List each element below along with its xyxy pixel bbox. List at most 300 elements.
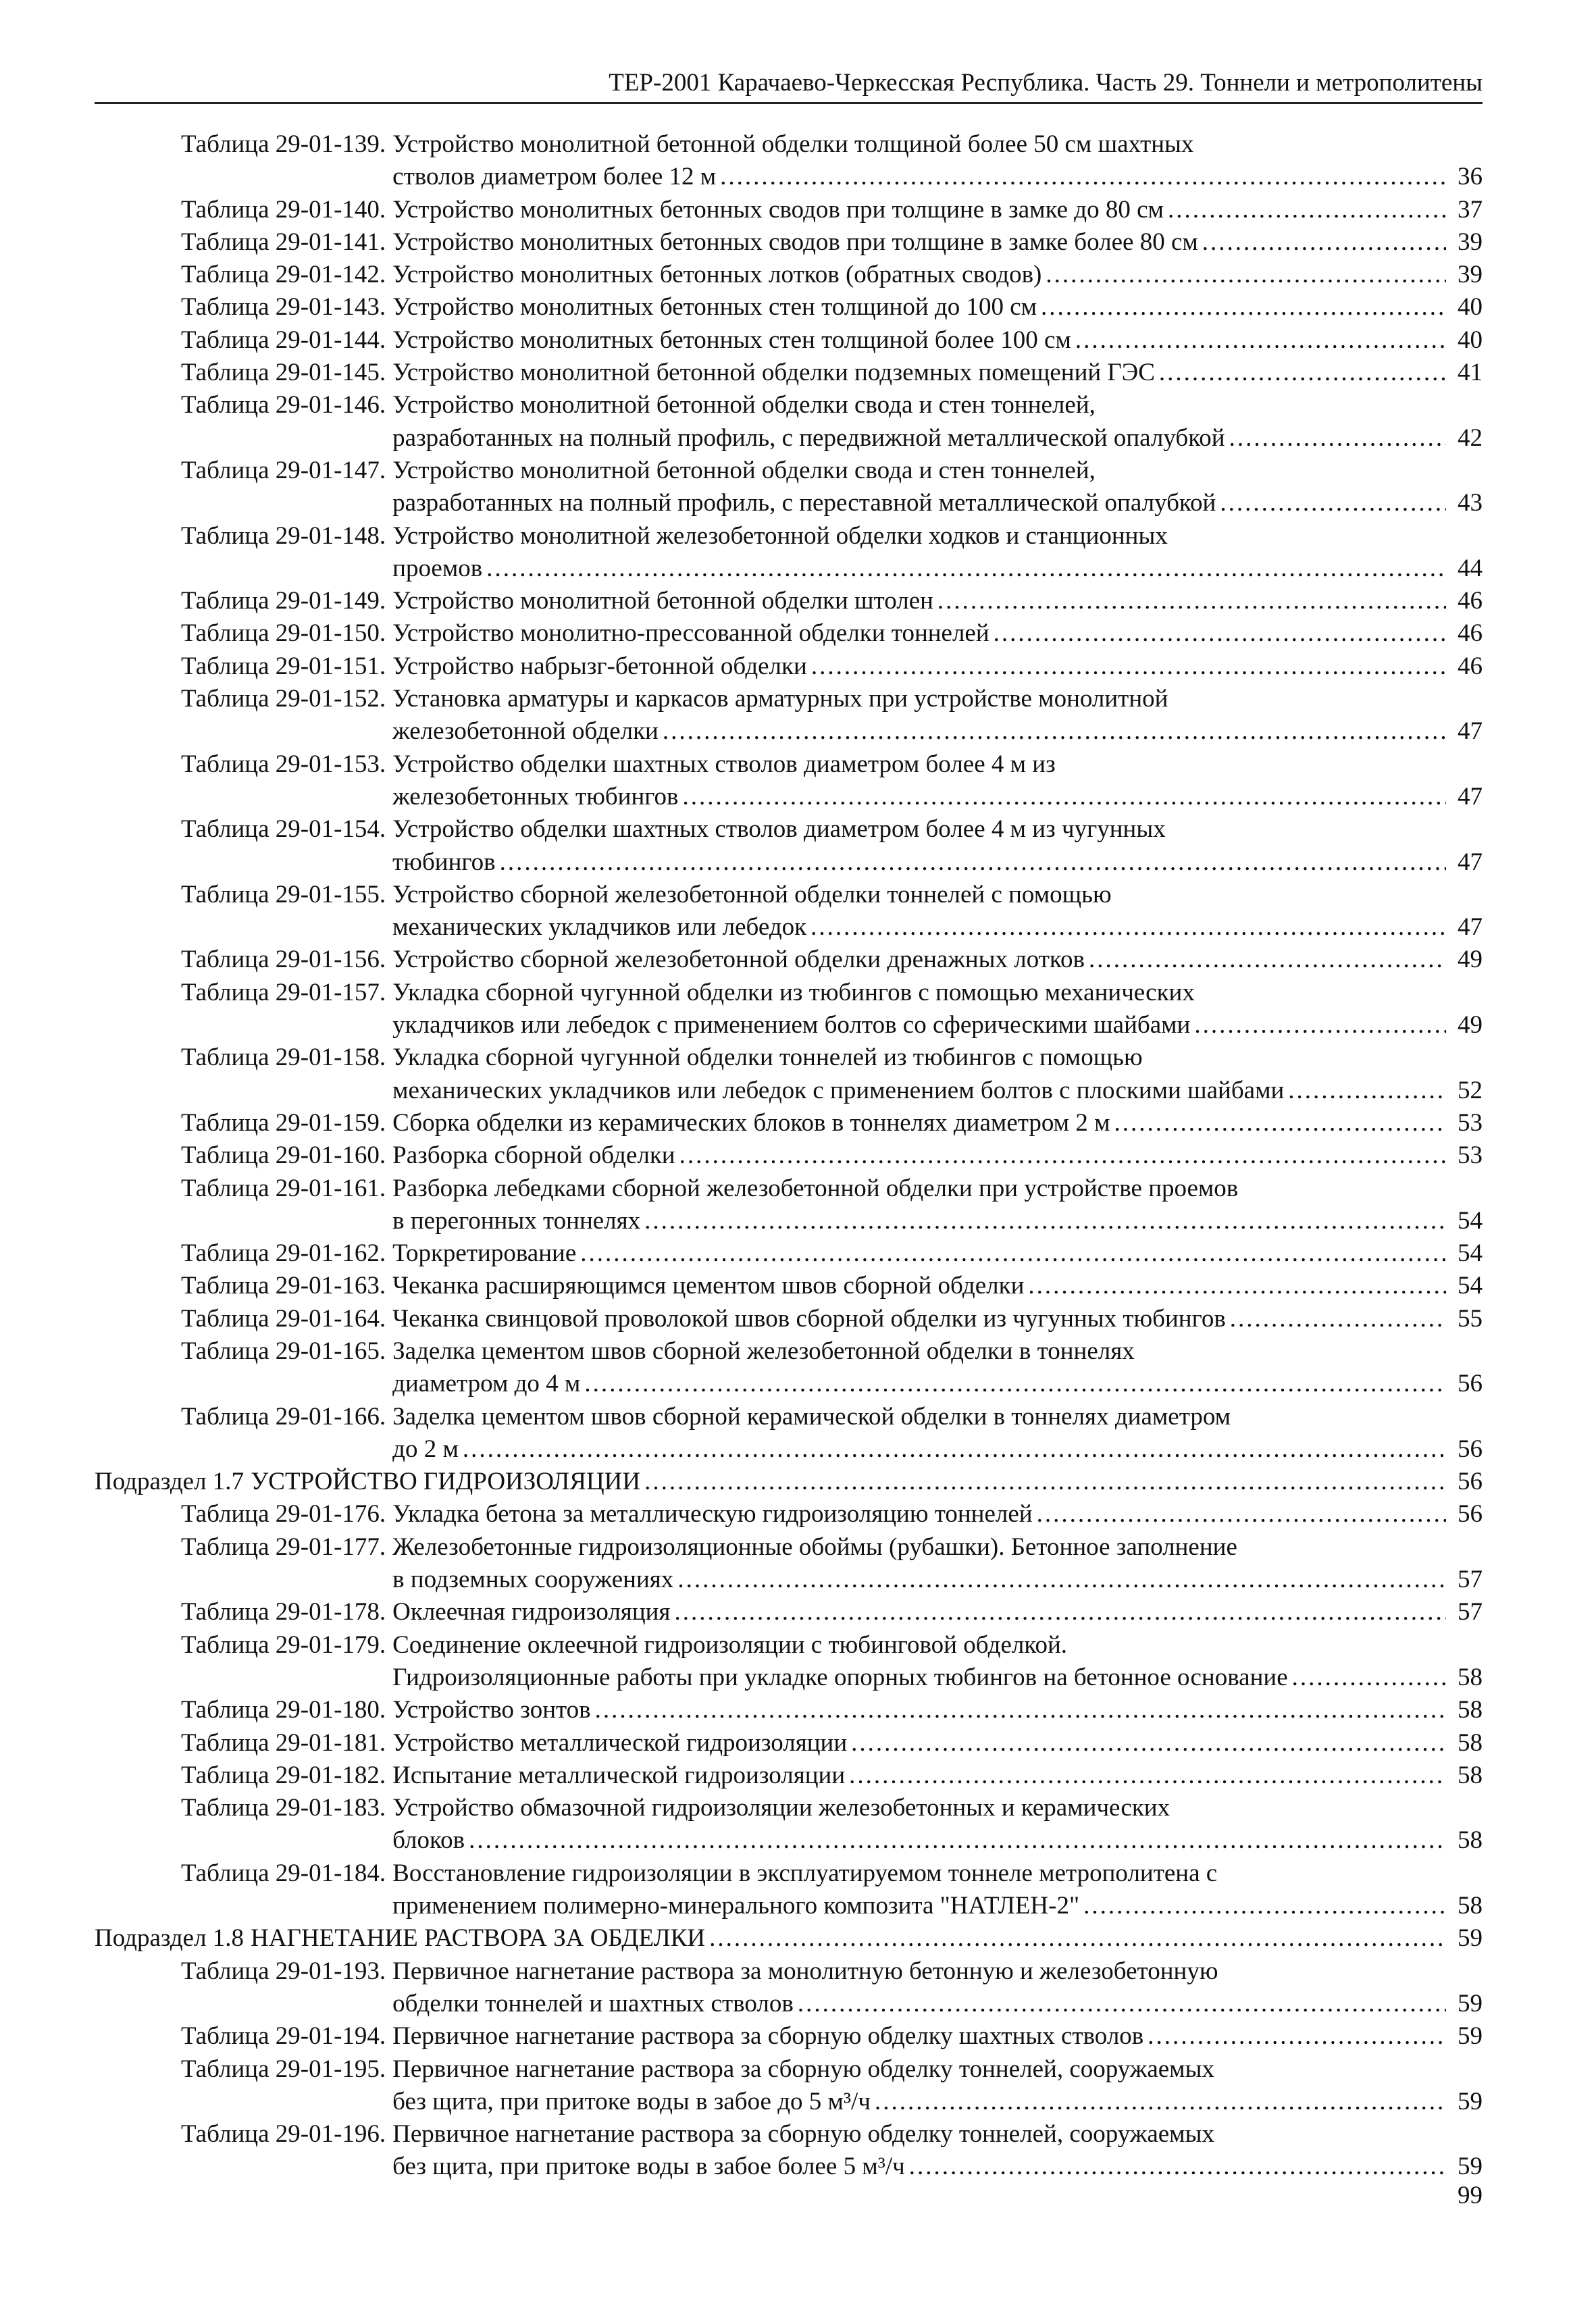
entry-number: Таблица 29-01-145. [181,359,386,387]
entry-title-line: проемов [392,554,483,582]
entry-title-line: механических укладчиков или лебедок с применением болтов с плоскими шайбами [392,1076,1285,1104]
entry-page-number: 44 [1458,554,1483,582]
entry-title-line: Чеканка свинцовой проволокой швов сборной обделки из чугунных тюбингов [392,1304,1226,1333]
dot-leader [595,1694,1446,1726]
dot-leader [580,1237,1446,1270]
entry-number: Таблица 29-01-151. [181,652,386,680]
entry-number: Таблица 29-01-141. [181,228,386,256]
entry-page-number: 47 [1458,782,1483,811]
entry-title [392,977,1483,1042]
entry-page-number: 57 [1458,1566,1483,1594]
dot-leader [1083,1890,1446,1922]
entry-number: Таблица 29-01-154. [181,815,386,844]
entry-title [392,813,1483,879]
entry-title-last-line [392,194,1483,226]
entry-number: Таблица 29-01-152. [181,685,386,713]
entry-title-last-line [392,357,1483,389]
entry-title-last-line [392,291,1483,324]
toc-table-entry [95,1792,1483,1857]
entry-title [392,455,1483,520]
entry-title-line: Устройство монолитной бетонной обделки штолен [392,587,933,615]
entry-number: Таблица 29-01-139. [181,130,386,158]
entry-title [392,1727,1483,1759]
entry-title-last-line [392,650,1483,683]
entry-title [251,1466,1483,1498]
entry-title-line: Укладка сборной чугунной обделки тоннелей из тюбингов с помощью [392,1044,1143,1072]
toc-table-entry [95,455,1483,520]
entry-title-last-line [392,911,1483,944]
entry-title-line: Разборка лебедками сборной железобетонной обделки при устройстве проемов [392,1174,1239,1202]
entry-number: Таблица 29-01-161. [181,1174,386,1202]
dot-leader [810,911,1446,944]
toc-table-entry [95,944,1483,976]
entry-page-number: 57 [1458,1598,1483,1626]
entry-page-number: 58 [1458,1663,1483,1691]
entry-title-line: Испытание металлической гидроизоляции [392,1761,846,1789]
entry-number: Таблица 29-01-160. [181,1141,386,1170]
toc-table-entry [95,977,1483,1042]
entry-title-last-line [392,1433,1483,1466]
entry-title-line: Устройство металлической гидроизоляции [392,1728,848,1757]
entry-title [392,1596,1483,1628]
dot-leader [679,1139,1446,1172]
entry-title-last-line [392,1662,1483,1694]
toc-table-entry [95,1857,1483,1923]
entry-page-number: 59 [1458,1924,1483,1953]
entry-title-line: Разборка сборной обделки [392,1141,675,1170]
dot-leader [1041,291,1446,324]
toc-table-entry [95,520,1483,586]
entry-title [392,1401,1483,1466]
toc-table-entry [95,1303,1483,1335]
entry-title-line: НАГНЕТАНИЕ РАСТВОРА ЗА ОБДЕЛКИ [251,1924,706,1953]
table-of-contents [95,128,1483,2184]
entry-number: Таблица 29-01-143. [181,293,386,322]
dot-leader [1037,1498,1446,1531]
entry-title [392,1857,1483,1923]
entry-title-last-line [392,226,1483,259]
entry-title [392,1629,1483,1695]
entry-title-line: Устройство набрызг-бетонной обделки [392,652,807,680]
entry-title-last-line [392,846,1483,879]
toc-table-entry [95,1596,1483,1628]
entry-title-line: Устройство монолитных бетонных стен толщиной более 100 см [392,326,1071,354]
dot-leader [851,1727,1446,1759]
entry-page-number: 41 [1458,359,1483,387]
entry-title [392,2053,1483,2119]
dot-leader [1288,1075,1446,1107]
entry-title-line: Торкретирование [392,1239,577,1268]
dot-leader [1114,1107,1446,1139]
entry-number: Таблица 29-01-165. [181,1337,386,1365]
entry-title-last-line [392,944,1483,976]
entry-page-number: 58 [1458,1826,1483,1855]
entry-title-line: Первичное нагнетание раствора за сборную обделку тоннелей, сооружаемых [392,2055,1214,2083]
entry-title-line: Устройство обделки шахтных стволов диаметром более 4 м из [392,750,1056,778]
entry-title-line: Соединение оклеечной гидроизоляции с тюбинговой обделкой. [392,1630,1067,1659]
entry-page-number: 58 [1458,1761,1483,1789]
toc-table-entry [95,1173,1483,1238]
entry-title-last-line [392,585,1483,617]
entry-title [251,1922,1483,1955]
entry-title-line: без щита, при притоке воды в забое до 5 м³/ч [392,2087,871,2115]
entry-title [392,1694,1483,1726]
entry-title-last-line [251,1922,1483,1955]
toc-table-entry [95,2118,1483,2184]
toc-table-entry [95,1727,1483,1759]
entry-title-line: в подземных сооружениях [392,1566,674,1594]
dot-leader [1229,422,1446,455]
entry-title [392,585,1483,617]
entry-title-last-line [392,1205,1483,1237]
entry-number: Подраздел 1.7 [95,1468,244,1496]
dot-leader [469,1824,1446,1857]
entry-title [392,259,1483,291]
entry-title-line: Устройство монолитной бетонной обделки подземных помещений ГЭС [392,359,1155,387]
entry-title-line: Первичное нагнетание раствора за монолитную бетонную и железобетонную [392,1957,1218,1985]
entry-number: Таблица 29-01-194. [181,2022,386,2051]
entry-number: Таблица 29-01-142. [181,261,386,289]
dot-leader [875,2086,1446,2118]
entry-title [392,1139,1483,1172]
entry-title-line: Устройство монолитных бетонных сводов при толщине в замке до 80 см [392,195,1164,224]
toc-table-entry [95,1759,1483,1792]
dot-leader [849,1759,1446,1792]
dot-leader [644,1205,1446,1237]
entry-title-last-line [392,2020,1483,2053]
entry-title-line: диаметром до 4 м [392,1370,581,1398]
entry-title-last-line [392,2151,1483,2183]
entry-page-number: 47 [1458,717,1483,746]
toc-table-entry [95,617,1483,650]
dot-leader [1292,1662,1446,1694]
dot-leader [500,846,1446,879]
dot-leader [463,1433,1446,1466]
entry-page-number: 58 [1458,1892,1483,1920]
entry-page-number: 43 [1458,489,1483,517]
header-rule [95,102,1483,104]
entry-title [392,1270,1483,1302]
entry-title-last-line [392,1727,1483,1759]
dot-leader [1202,226,1446,259]
entry-title [392,1173,1483,1238]
entry-title-last-line [392,487,1483,519]
dot-leader [1194,1009,1446,1042]
entry-title-line: Укладка сборной чугунной обделки из тюбингов с помощью механических [392,978,1195,1006]
entry-title-line: Устройство монолитных бетонных лотков (обратных сводов) [392,261,1042,289]
entry-number: Таблица 29-01-184. [181,1859,386,1887]
entry-title [392,879,1483,944]
entry-title [392,1335,1483,1401]
entry-title-line: Устройство монолитной бетонной обделки толщиной более 50 см шахтных [392,130,1194,158]
entry-number: Таблица 29-01-153. [181,750,386,778]
entry-title-last-line [392,1694,1483,1726]
dot-leader [1159,357,1446,389]
dot-leader [709,1922,1446,1955]
entry-page-number: 52 [1458,1076,1483,1104]
toc-table-entry [95,650,1483,683]
toc-table-entry [95,291,1483,324]
toc-table-entry [95,1107,1483,1139]
toc-table-entry [95,879,1483,944]
entry-number: Таблица 29-01-162. [181,1239,386,1268]
toc-table-entry [95,683,1483,748]
entry-page-number: 40 [1458,326,1483,354]
entry-title-last-line [392,161,1483,193]
entry-page-number: 40 [1458,293,1483,322]
entry-title-line: обделки тоннелей и шахтных стволов [392,1989,794,2017]
entry-title [392,1531,1483,1597]
entry-title-last-line [392,1498,1483,1531]
entry-page-number: 54 [1458,1206,1483,1235]
entry-page-number: 42 [1458,423,1483,452]
entry-title-line: без щита, при притоке воды в забое более 5 м³/ч [392,2153,905,2181]
entry-number: Таблица 29-01-177. [181,1533,386,1561]
dot-leader [909,2151,1446,2183]
dot-leader [994,617,1446,650]
toc-table-entry [95,1237,1483,1270]
dot-leader [1168,194,1446,226]
entry-title-line: Укладка бетона за металлическую гидроизоляцию тоннелей [392,1500,1033,1528]
entry-title [392,324,1483,357]
entry-title-last-line [392,1368,1483,1400]
entry-title-line: механических укладчиков или лебедок [392,913,807,942]
entry-number: Таблица 29-01-181. [181,1728,386,1757]
entry-title-last-line [392,1596,1483,1628]
entry-number: Таблица 29-01-193. [181,1957,386,1985]
entry-title-last-line [392,422,1483,455]
entry-page-number: 58 [1458,1728,1483,1757]
dot-leader [937,585,1446,617]
entry-number: Таблица 29-01-163. [181,1272,386,1300]
dot-leader [1046,259,1446,291]
toc-table-entry [95,1401,1483,1466]
toc-table-entry [95,1139,1483,1172]
entry-title-line: Первичное нагнетание раствора за сборную обделку шахтных стволов [392,2022,1144,2051]
entry-number: Таблица 29-01-147. [181,456,386,484]
entry-title-last-line [392,552,1483,585]
entry-title [392,226,1483,259]
toc-table-entry [95,226,1483,259]
entry-title [392,944,1483,976]
entry-title-line: Устройство сборной железобетонной обделки тоннелей с помощью [392,880,1112,908]
entry-page-number: 46 [1458,587,1483,615]
toc-section-entry [95,1922,1483,1955]
entry-number: Таблица 29-01-196. [181,2120,386,2149]
toc-table-entry [95,1629,1483,1695]
toc-table-entry [95,357,1483,389]
toc-table-entry [95,1270,1483,1302]
entry-title-line: Устройство зонтов [392,1696,591,1724]
entry-title [392,650,1483,683]
entry-title-line: Устройство монолитной железобетонной обделки ходков и станционных [392,521,1168,550]
toc-table-entry [95,585,1483,617]
dot-leader [674,1596,1446,1628]
entry-page-number: 49 [1458,1011,1483,1039]
entry-page-number: 47 [1458,848,1483,876]
entry-number: Таблица 29-01-180. [181,1696,386,1724]
entry-title-last-line [392,1237,1483,1270]
toc-table-entry [95,2053,1483,2119]
entry-page-number: 54 [1458,1239,1483,1268]
entry-title-last-line [392,1988,1483,2020]
entry-number: Таблица 29-01-158. [181,1044,386,1072]
toc-table-entry [95,1042,1483,1107]
entry-page-number: 54 [1458,1272,1483,1300]
entry-title-line: Железобетонные гидроизоляционные обоймы (рубашки). Бетонное заполнение [392,1533,1237,1561]
entry-number: Таблица 29-01-178. [181,1598,386,1626]
entry-title-last-line [392,1759,1483,1792]
entry-title [392,2118,1483,2184]
entry-page-number: 58 [1458,1696,1483,1724]
entry-title-line: в перегонных тоннелях [392,1206,641,1235]
toc-table-entry [95,389,1483,455]
toc-table-entry [95,259,1483,291]
entry-title-line: Чеканка расширяющимся цементом швов сборной обделки [392,1272,1025,1300]
entry-number: Таблица 29-01-150. [181,619,386,648]
entry-page-number: 56 [1458,1500,1483,1528]
dot-leader [486,552,1446,585]
entry-page-number: 56 [1458,1468,1483,1496]
toc-table-entry [95,748,1483,814]
entry-number: Таблица 29-01-179. [181,1630,386,1659]
entry-title-last-line [392,1303,1483,1335]
toc-table-entry [95,1498,1483,1531]
entry-title-line: железобетонных тюбингов [392,782,679,811]
dot-leader [1148,2020,1446,2053]
entry-page-number: 46 [1458,619,1483,648]
running-header: ТЕР-2001 Карачаево-Черкесская Республика. Часть 29. Тоннели и метрополитены [609,69,1483,97]
entry-number: Таблица 29-01-144. [181,326,386,354]
entry-title-last-line [392,324,1483,357]
dot-leader [584,1368,1446,1400]
entry-title [392,617,1483,650]
entry-title-last-line [392,1139,1483,1172]
entry-number: Таблица 29-01-140. [181,195,386,224]
entry-page-number: 46 [1458,652,1483,680]
entry-title [392,1107,1483,1139]
entry-page-number: 56 [1458,1435,1483,1463]
toc-table-entry [95,2020,1483,2053]
toc-table-entry [95,1955,1483,2021]
entry-page-number: 59 [1458,2153,1483,2181]
dot-leader [663,715,1446,748]
entry-number: Таблица 29-01-176. [181,1500,386,1528]
entry-title-line: разработанных на полный профиль, с передвижной металлической опалубкой [392,423,1225,452]
entry-title [392,1759,1483,1792]
entry-title [392,128,1483,194]
entry-title-last-line [392,1564,1483,1596]
entry-page-number: 59 [1458,2087,1483,2115]
entry-title-line: Первичное нагнетание раствора за сборную обделку тоннелей, сооружаемых [392,2120,1214,2149]
dot-leader [644,1466,1446,1498]
entry-number: Таблица 29-01-156. [181,946,386,974]
entry-title-line: Устройство монолитно-прессованной обделки тоннелей [392,619,989,648]
entry-page-number: 55 [1458,1304,1483,1333]
entry-page-number: 53 [1458,1141,1483,1170]
dot-leader [677,1564,1446,1596]
entry-title [392,2020,1483,2053]
entry-number: Таблица 29-01-166. [181,1402,386,1431]
entry-title-line: укладчиков или лебедок с применением болтов со сферическими шайбами [392,1011,1191,1039]
entry-title [392,1955,1483,2021]
entry-title [392,389,1483,455]
entry-title-line: Устройство монолитных бетонных стен толщиной до 100 см [392,293,1037,322]
dot-leader [683,781,1447,813]
entry-number: Таблица 29-01-155. [181,880,386,908]
entry-title-last-line [392,1824,1483,1857]
entry-title-last-line [392,781,1483,813]
entry-title-line: Устройство обмазочной гидроизоляции железобетонных и керамических [392,1794,1170,1822]
dot-leader [1028,1270,1446,1302]
entry-title [392,291,1483,324]
entry-title [392,1303,1483,1335]
entry-title-last-line [392,1107,1483,1139]
entry-number: Таблица 29-01-159. [181,1108,386,1137]
entry-title-last-line [392,1075,1483,1107]
entry-title-last-line [392,2086,1483,2118]
entry-page-number: 37 [1458,195,1483,224]
entry-title-line: УСТРОЙСТВО ГИДРОИЗОЛЯЦИИ [251,1468,641,1496]
toc-table-entry [95,813,1483,879]
entry-title-last-line [392,715,1483,748]
entry-number: Таблица 29-01-183. [181,1794,386,1822]
entry-title [392,748,1483,814]
entry-title-line: Восстановление гидроизоляции в эксплуатируемом тоннеле метрополитена с [392,1859,1218,1887]
toc-table-entry [95,1694,1483,1726]
entry-page-number: 56 [1458,1370,1483,1398]
entry-title-line: Заделка цементом швов сборной железобетонной обделки в тоннелях [392,1337,1135,1365]
entry-title-line: блоков [392,1826,465,1855]
entry-title-line: Оклеечная гидроизоляция [392,1598,671,1626]
dot-leader [1230,1303,1446,1335]
entry-title-line: Устройство монолитных бетонных сводов при толщине в замке более 80 см [392,228,1198,256]
dot-leader [811,650,1446,683]
entry-page-number: 39 [1458,228,1483,256]
entry-title-last-line [392,259,1483,291]
entry-title-last-line [392,1890,1483,1922]
entry-title [392,1042,1483,1107]
entry-number: Таблица 29-01-146. [181,391,386,419]
entry-title-line: тюбингов [392,848,496,876]
entry-title-line: Устройство сборной железобетонной обделки дренажных лотков [392,946,1085,974]
entry-title [392,194,1483,226]
entry-title-line: Сборка обделки из керамических блоков в тоннелях диаметром 2 м [392,1108,1110,1137]
entry-title-line: Устройство монолитной бетонной обделки свода и стен тоннелей, [392,391,1096,419]
entry-title-line: до 2 м [392,1435,459,1463]
entry-title [392,520,1483,586]
entry-page-number: 47 [1458,913,1483,942]
entry-title-line: применением полимерно-минерального композита "НАТЛЕН-2" [392,1892,1080,1920]
dot-leader [798,1988,1446,2020]
entry-title [392,1792,1483,1857]
entry-title-last-line [392,617,1483,650]
toc-table-entry [95,128,1483,194]
entry-page-number: 39 [1458,261,1483,289]
entry-number: Таблица 29-01-164. [181,1304,386,1333]
entry-title-line: Устройство монолитной бетонной обделки свода и стен тоннелей, [392,456,1096,484]
toc-section-entry [95,1466,1483,1498]
entry-title-last-line [251,1466,1483,1498]
entry-number: Таблица 29-01-149. [181,587,386,615]
entry-page-number: 59 [1458,2022,1483,2051]
toc-table-entry [95,194,1483,226]
toc-table-entry [95,1531,1483,1597]
entry-title [392,683,1483,748]
entry-title-line: Установка арматуры и каркасов арматурных при устройстве монолитной [392,685,1168,713]
dot-leader [1220,487,1446,519]
entry-number: Таблица 29-01-157. [181,978,386,1006]
